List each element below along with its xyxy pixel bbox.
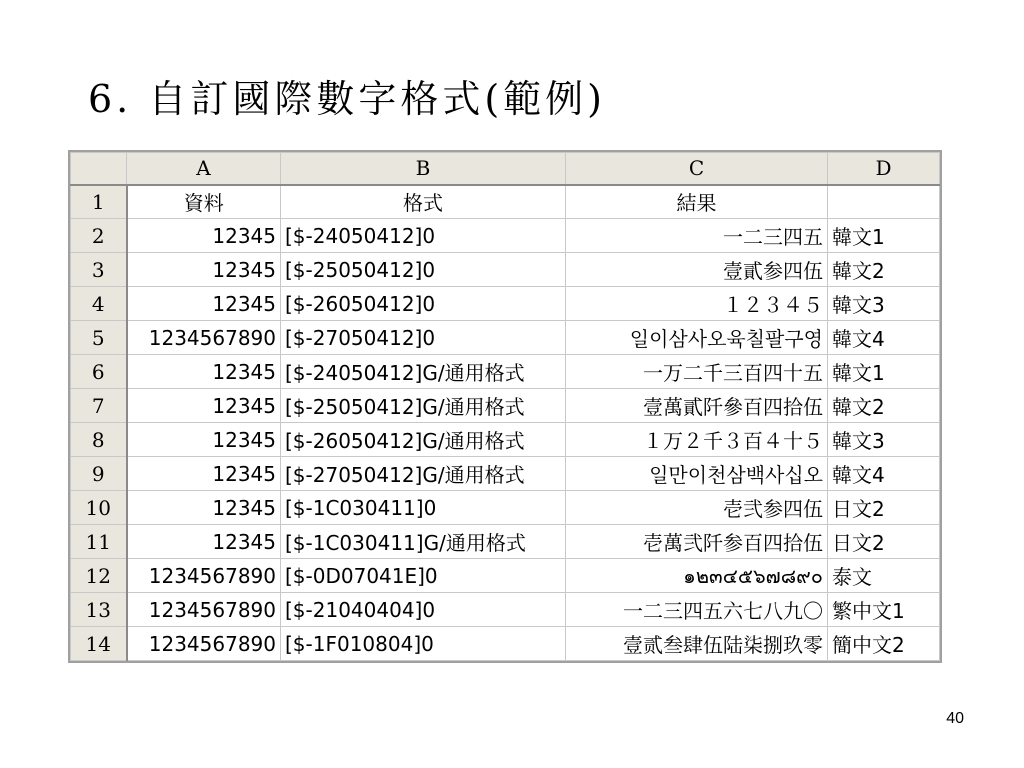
cell-data[interactable]: 1234567890 [127, 559, 281, 593]
cell-data[interactable]: 12345 [127, 389, 281, 423]
cell-note-header[interactable] [828, 185, 940, 219]
cell-result-header[interactable]: 結果 [566, 185, 828, 219]
cell-data[interactable]: 1234567890 [127, 593, 281, 627]
table-row [71, 253, 940, 287]
cell-result[interactable]: １万２千３百４十５ [566, 423, 828, 457]
cell-note[interactable]: 繁中文1 [828, 593, 940, 627]
slide-title: 6. 自訂國際數字格式(範例) [88, 77, 606, 121]
row-header[interactable]: 3 [71, 253, 127, 287]
cell-note[interactable]: 韓文2 [828, 389, 940, 423]
cell-result[interactable]: ๑๒๓๔๕๖๗๘๙๐ [566, 559, 828, 593]
table-row [71, 287, 940, 321]
cell-result[interactable]: 壱萬弐阡参百四拾伍 [566, 525, 828, 559]
table-row [71, 321, 940, 355]
cell-format[interactable]: [$-26050412]0 [281, 287, 566, 321]
cell-note[interactable]: 泰文 [828, 559, 940, 593]
cell-data[interactable]: 1234567890 [127, 321, 281, 355]
cell-format[interactable]: [$-26050412]G/通用格式 [281, 423, 566, 457]
cell-note[interactable]: 簡中文2 [828, 627, 940, 661]
row-header[interactable]: 9 [71, 457, 127, 491]
cell-data[interactable]: 12345 [127, 287, 281, 321]
row-header[interactable]: 5 [71, 321, 127, 355]
cell-result[interactable]: 壹贰叁肆伍陆柒捌玖零 [566, 627, 828, 661]
cell-format[interactable]: [$-27050412]0 [281, 321, 566, 355]
cell-result[interactable]: 一二三四五六七八九〇 [566, 593, 828, 627]
cell-format[interactable]: [$-1C030411]G/通用格式 [281, 525, 566, 559]
cell-note[interactable]: 韓文3 [828, 423, 940, 457]
row-header[interactable]: 13 [71, 593, 127, 627]
cell-note[interactable]: 韓文1 [828, 219, 940, 253]
cell-format[interactable]: [$-0D07041E]0 [281, 559, 566, 593]
row-header[interactable]: 12 [71, 559, 127, 593]
cell-format[interactable]: [$-1F010804]0 [281, 627, 566, 661]
cell-data-header[interactable]: 資料 [127, 185, 281, 219]
cell-note[interactable]: 日文2 [828, 491, 940, 525]
row-header[interactable]: 10 [71, 491, 127, 525]
cell-format[interactable]: [$-27050412]G/通用格式 [281, 457, 566, 491]
spreadsheet-grid [70, 152, 940, 661]
row-header[interactable]: 1 [71, 185, 127, 219]
cell-format[interactable]: [$-24050412]G/通用格式 [281, 355, 566, 389]
column-header-c[interactable]: C [566, 153, 828, 185]
cell-data[interactable]: 1234567890 [127, 627, 281, 661]
table-row [71, 593, 940, 627]
table-row [71, 389, 940, 423]
cell-note[interactable]: 韓文2 [828, 253, 940, 287]
cell-format[interactable]: [$-25050412]G/通用格式 [281, 389, 566, 423]
row-header[interactable]: 2 [71, 219, 127, 253]
cell-note[interactable]: 韓文3 [828, 287, 940, 321]
cell-note[interactable]: 韓文4 [828, 457, 940, 491]
table-row [71, 423, 940, 457]
cell-data[interactable]: 12345 [127, 457, 281, 491]
cell-data[interactable]: 12345 [127, 423, 281, 457]
cell-result[interactable]: 일만이천삼백사십오 [566, 457, 828, 491]
table-row [71, 185, 940, 219]
cell-result[interactable]: 壹貳参四伍 [566, 253, 828, 287]
row-header[interactable]: 4 [71, 287, 127, 321]
spreadsheet [68, 150, 942, 663]
cell-result[interactable]: １２３４５ [566, 287, 828, 321]
table-row [71, 219, 940, 253]
table-row [71, 457, 940, 491]
cell-format[interactable]: [$-24050412]0 [281, 219, 566, 253]
select-all-corner[interactable] [71, 153, 127, 185]
cell-result[interactable]: 壹萬貳阡參百四拾伍 [566, 389, 828, 423]
column-header-a[interactable]: A [127, 153, 281, 185]
cell-data[interactable]: 12345 [127, 219, 281, 253]
table-row [71, 525, 940, 559]
cell-format[interactable]: [$-1C030411]0 [281, 491, 566, 525]
row-header[interactable]: 14 [71, 627, 127, 661]
table-row [71, 627, 940, 661]
cell-result[interactable]: 壱弐参四伍 [566, 491, 828, 525]
cell-format-header[interactable]: 格式 [281, 185, 566, 219]
cell-data[interactable]: 12345 [127, 525, 281, 559]
column-header-d[interactable]: D [828, 153, 940, 185]
cell-note[interactable]: 日文2 [828, 525, 940, 559]
row-header[interactable]: 8 [71, 423, 127, 457]
data-rows [71, 219, 940, 661]
row-header[interactable]: 11 [71, 525, 127, 559]
cell-result[interactable]: 一二三四五 [566, 219, 828, 253]
row-header[interactable]: 7 [71, 389, 127, 423]
cell-result[interactable]: 一万二千三百四十五 [566, 355, 828, 389]
page-number: 40 [946, 710, 964, 727]
row-header[interactable]: 6 [71, 355, 127, 389]
cell-note[interactable]: 韓文4 [828, 321, 940, 355]
table-row [71, 559, 940, 593]
table-row [71, 355, 940, 389]
cell-result[interactable]: 일이삼사오육칠팔구영 [566, 321, 828, 355]
cell-data[interactable]: 12345 [127, 253, 281, 287]
cell-data[interactable]: 12345 [127, 355, 281, 389]
cell-data[interactable]: 12345 [127, 491, 281, 525]
column-header-row [71, 153, 940, 185]
cell-format[interactable]: [$-21040404]0 [281, 593, 566, 627]
column-header-b[interactable]: B [281, 153, 566, 185]
cell-note[interactable]: 韓文1 [828, 355, 940, 389]
cell-format[interactable]: [$-25050412]0 [281, 253, 566, 287]
table-row [71, 491, 940, 525]
